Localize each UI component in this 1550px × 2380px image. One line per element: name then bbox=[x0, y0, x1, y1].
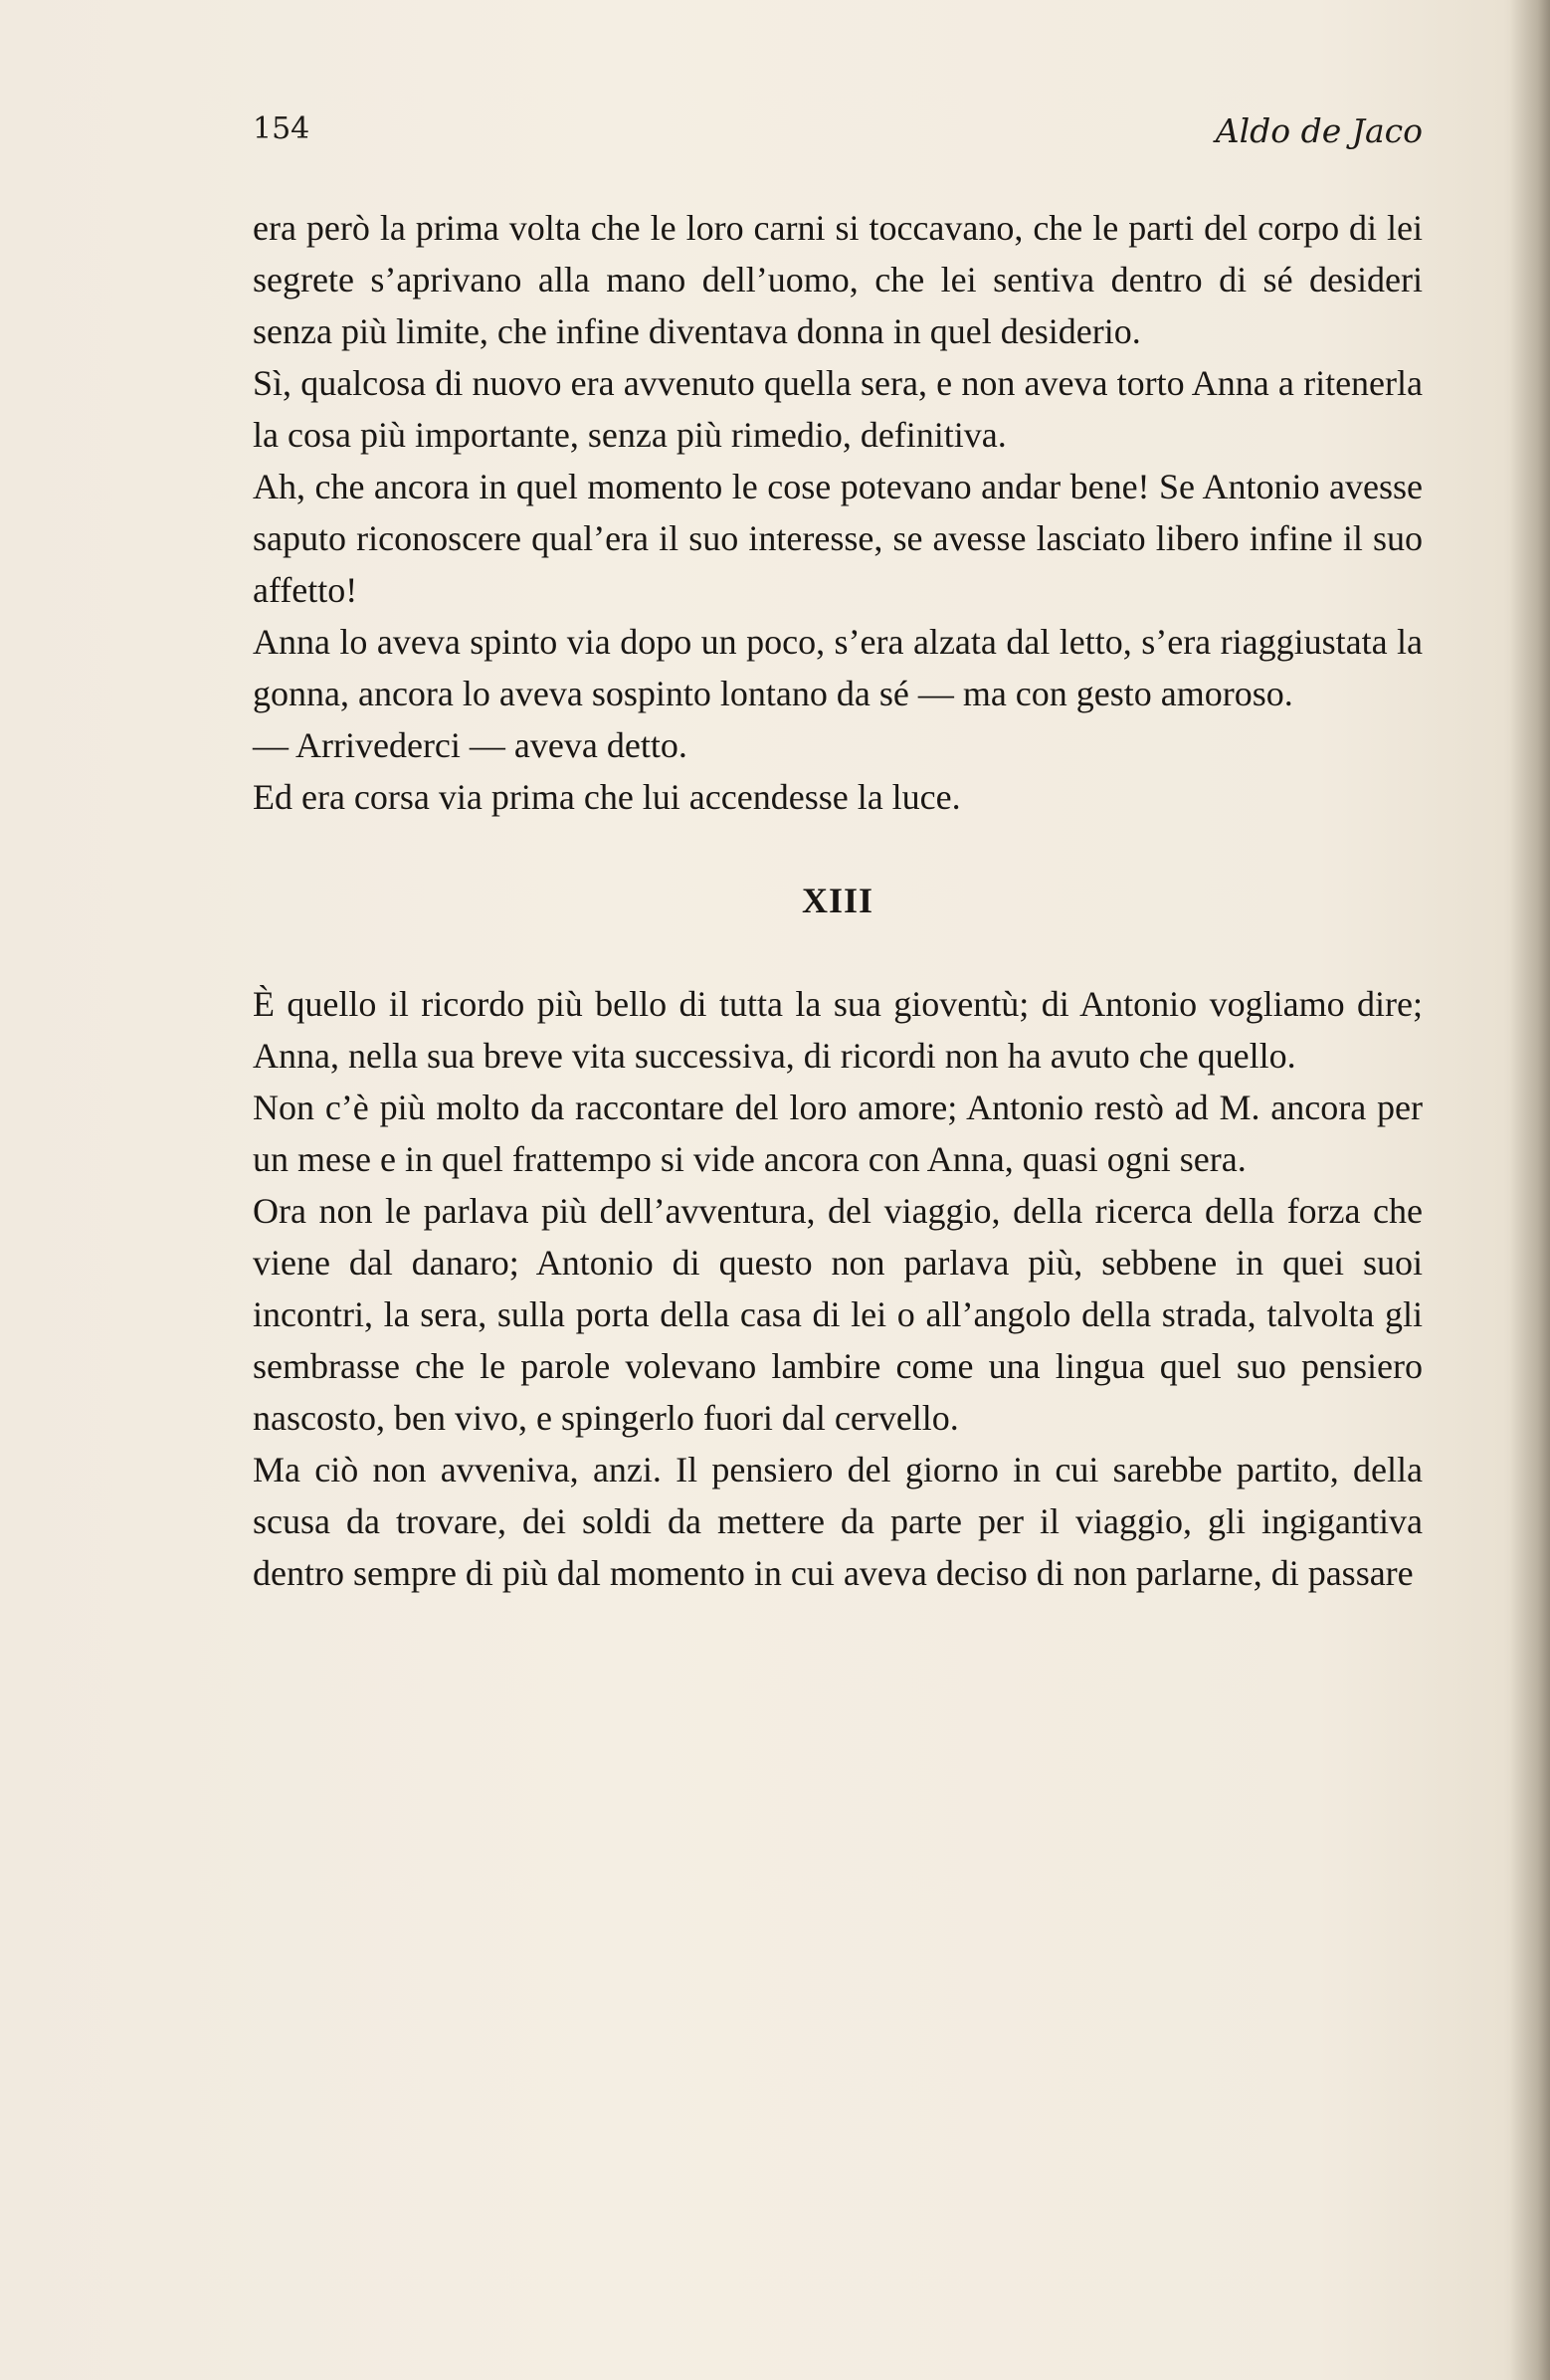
paragraph: Ora non le parlava più dell’avventura, del viaggio, della ricerca della forza che viene dal danaro; Antonio di questo non parlava più, sebbene in quei suoi incontri, la sera, sulla porta della casa di lei o all’angolo della strada, talvolta gli sembrasse che le parole volevano lambire come una lingua quel suo pensiero nascosto, ben vivo, e spingerlo fuori dal cervello. bbox=[253, 1191, 1423, 1438]
page-header bbox=[253, 111, 1423, 151]
paragraph: Ah, che ancora in quel momento le cose potevano andar bene! Se Antonio avesse saputo riconoscere qual’era il suo interesse, se avesse lasciato libero infine il suo affetto! bbox=[253, 467, 1423, 610]
page-number: 154 bbox=[253, 111, 310, 146]
paragraph: Anna lo aveva spinto via dopo un poco, s’era alzata dal letto, s’era riaggiustata la gonna, ancora lo aveva sospinto lontano da sé — ma con gesto amoroso. bbox=[253, 622, 1423, 713]
paragraph: Ed era corsa via prima che lui accendesse la luce. bbox=[253, 777, 961, 817]
paragraph: era però la prima volta che le loro carni si toccavano, che le parti del corpo di lei segrete s’aprivano alla mano dell’uomo, che lei sentiva dentro di sé desideri senza più limite, che infine diventava donna in quel desiderio. bbox=[253, 208, 1423, 351]
chapter-title: XIII bbox=[801, 881, 874, 920]
paragraph: Ma ciò non avveniva, anzi. Il pensiero del giorno in cui sarebbe partito, della scusa da trovare, dei soldi da mettere da parte per il viaggio, gli ingigantiva dentro sempre di più dal momento in cui aveva deciso di non parlarne, di passare bbox=[253, 1450, 1423, 1593]
paragraph: È quello il ricordo più bello di tutta la sua gioventù; di Antonio vogliamo dire; Anna, nella sua breve vita successiva, di ricordi non ha avuto che quello. bbox=[253, 984, 1423, 1076]
page-edge-shadow bbox=[1510, 0, 1550, 2380]
paragraph: — Arrivederci — aveva detto. bbox=[253, 725, 687, 765]
body-text bbox=[253, 202, 1423, 1599]
paragraph: Sì, qualcosa di nuovo era avvenuto quella sera, e non aveva torto Anna a ritenerla la cosa più importante, senza più rimedio, definitiva. bbox=[253, 363, 1423, 455]
running-head: Aldo de Jaco bbox=[1215, 111, 1423, 150]
paragraph: Non c’è più molto da raccontare del loro amore; Antonio restò ad M. ancora per un mese e in quel frattempo si vide ancora con Anna, quasi ogni sera. bbox=[253, 1088, 1423, 1179]
